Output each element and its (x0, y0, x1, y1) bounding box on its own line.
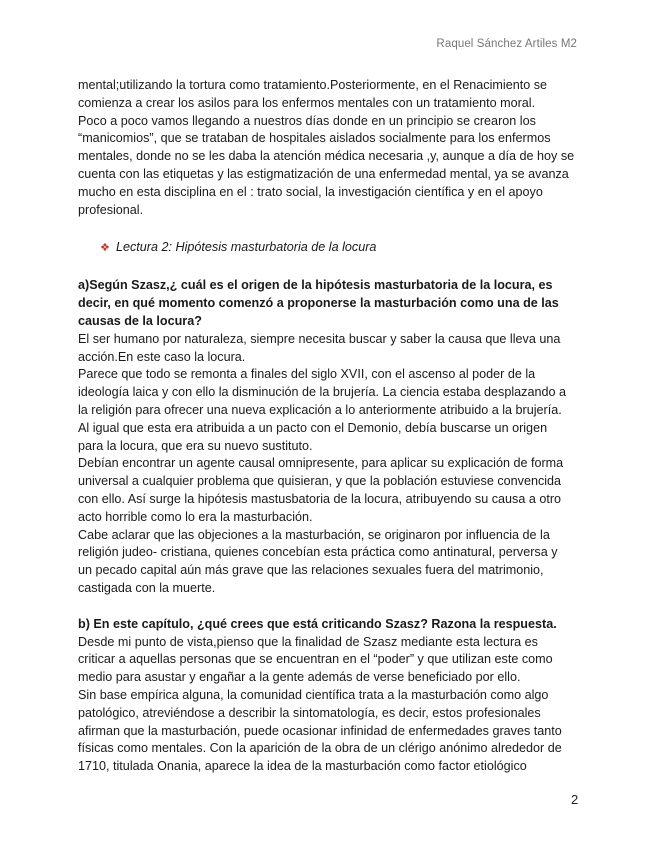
text-line: Sin base empírica alguna, la comunidad científica trata a la masturbación como algo (78, 687, 549, 702)
text-line: El ser humano por naturaleza, siempre necesita buscar y saber la causa que lleva una (78, 331, 561, 346)
document-body (78, 77, 580, 776)
question-a (78, 277, 580, 330)
text-line: acto horrible como lo era la masturbación. (78, 509, 313, 524)
diamond-bullet-icon: ❖ (100, 242, 110, 255)
text-line: causas de la locura? (78, 313, 202, 328)
answer-a (78, 331, 580, 598)
text-line: mentales, donde no se les daba la atención médica necesaria ,y, aunque a día de hoy se (78, 149, 575, 164)
text-line: Desde mi punto de vista,pienso que la finalidad de Szasz mediante esta lectura es (78, 634, 538, 649)
text-line: Cabe aclarar que las objeciones a la masturbación, se originaron por influencia de la (78, 527, 550, 542)
section-bullet (78, 239, 580, 257)
text-line: 1710, titulada Onania, aparece la idea de la masturbación como factor etiológico (78, 759, 527, 774)
page-header-author: Raquel Sánchez Artiles M2 (436, 38, 577, 50)
question-b: b) En este capítulo, ¿qué crees que está criticando Szasz? Razona la respuesta. (78, 616, 557, 631)
text-line: ideología laica y con ello la disminución de la brujería. La ciencia estaba desplazando a (78, 385, 566, 400)
text-line: un pecado capital aún más grave que las relaciones sexuales fuera del matrimonio, (78, 563, 544, 578)
text-line: mental;utilizando la tortura como tratamiento.Posteriormente, en el Renacimiento se (78, 78, 548, 92)
answer-b (78, 634, 580, 776)
text-line: Debían encontrar un agente causal omnipresente, para aplicar su explicación de forma (78, 456, 564, 471)
text-line: comienza a crear los asilos para los enfermos mentales con un tratamiento moral. (78, 95, 536, 110)
section-heading: Lectura 2: Hipótesis masturbatoria de la locura (116, 240, 377, 255)
text-line: medio para asustar y engañar a la gente además de verse beneficiado por ello. (78, 670, 521, 685)
text-line: profesional. (78, 202, 144, 217)
spacer (78, 598, 580, 616)
text-line: afirman que la masturbación, puede ocasionar infinidad de enfermedades graves tanto (78, 723, 562, 738)
text-line: decir, en qué momento comenzó a proponerse la masturbación como una de las (78, 296, 559, 311)
text-line: universal a cualquier problema que quisieran, y que la población estuviese convencida (78, 474, 562, 489)
text-line: patológico, atreviéndose a describir la sintomatología, es decir, estos profesionales (78, 705, 541, 720)
spacer (78, 219, 580, 237)
text-line: religión judeo- cristiana, quienes concebían esta práctica como antinatural, perversa y (78, 545, 558, 560)
text-line: “manicomios”, que se trataban de hospitales aislados socialmente para los enfermos (78, 131, 551, 146)
text-line: con ello. Así surge la hipótesis mastusbatoria de la locura, atribuyendo su causa a otro (78, 491, 562, 506)
text-line: acción.En este caso la locura. (78, 349, 246, 364)
text-line: castigada con la muerte. (78, 580, 216, 595)
page-number: 2 (571, 792, 579, 807)
text-line: para la locura, que era su nuevo sustituto. (78, 438, 313, 453)
text-line: cuenta con las etiquetas y las estigmatización de una enfermedad mental, ya se avanza (78, 166, 569, 181)
text-line: a)Según Szasz,¿ cuál es el origen de la hipótesis masturbatoria de la locura, es (78, 278, 553, 293)
spacer (78, 259, 580, 277)
text-line: Parece que todo se remonta a finales del siglo XVII, con el ascenso al poder de la (78, 367, 536, 382)
text-line: la religión para ofrecer una nueva explicación a lo anteriormente atribuido a la brujería. (78, 402, 562, 417)
text-line: Poco a poco vamos llegando a nuestros días donde en un principio se crearon los (78, 113, 536, 128)
text-line: criticar a aquellas personas que se encuentran en el “poder” y que utilizan este como (78, 652, 553, 667)
text-line: mucho en esta disciplina en el : trato social, la investigación científica y en el apoyo (78, 184, 543, 199)
text-line: Al igual que esta era atribuida a un pacto con el Demonio, debía buscarse un origen (78, 420, 548, 435)
intro-paragraph (78, 77, 580, 219)
text-line: físicas como mentales. Con la aparición de la obra de un clérigo anónimo alrededor de (78, 741, 562, 756)
